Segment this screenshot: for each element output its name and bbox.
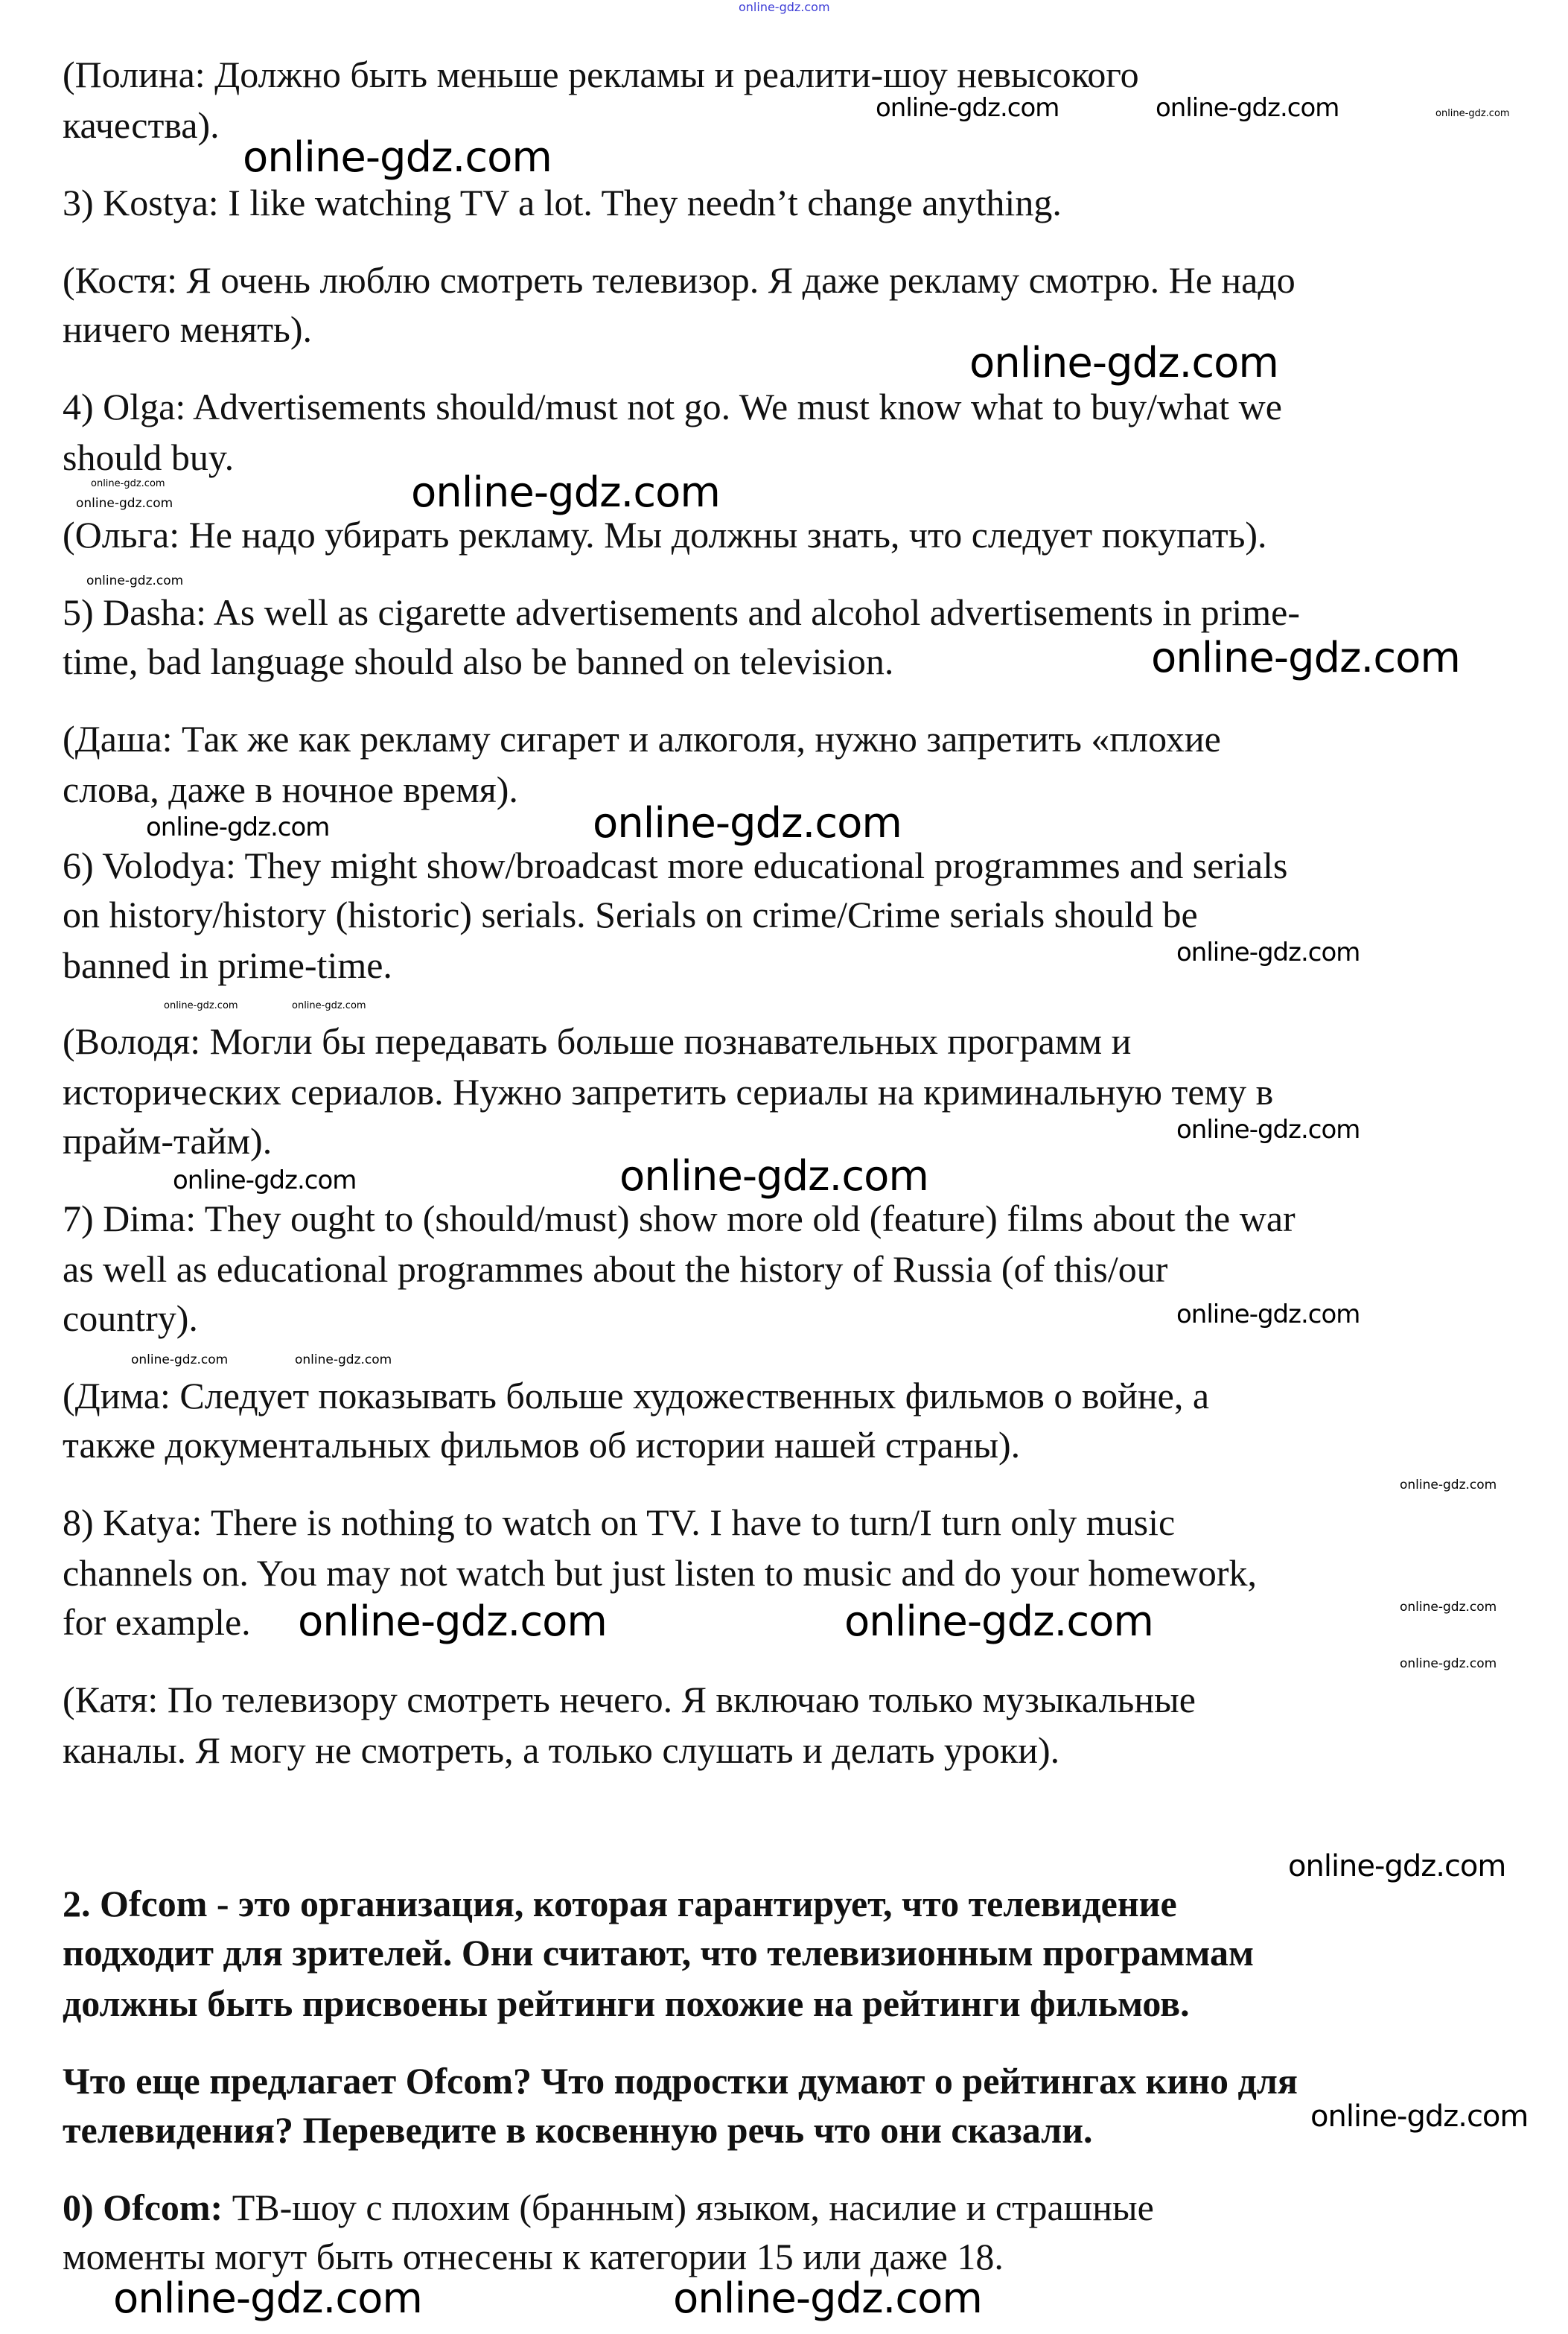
text-line-olga-ru: (Ольга: Не надо убирать рекламу. Мы должны знать, что следует покупать). <box>63 514 1267 556</box>
text-line-katya-en-2: channels on. You may not watch but just listen to music and do your homework, <box>63 1552 1258 1594</box>
text-line-olga-en-1: 4) Olga: Advertisements should/must not go. We must know what to buy/what we <box>63 386 1282 427</box>
watermark: online-gdz.com <box>113 2274 422 2323</box>
text-line-volodya-ru-1: (Володя: Могли бы передавать больше познавательных программ и <box>63 1020 1132 1062</box>
watermark: online-gdz.com <box>1400 1478 1497 1492</box>
answer0-line-2: моменты могут быть отнесены к категории 15 или даже 18. <box>63 2236 1004 2277</box>
watermark: online-gdz.com <box>164 1000 238 1011</box>
watermark: online-gdz.com <box>1176 1300 1360 1329</box>
task2-line-3: должны быть присвоены рейтинги похожие на рейтинги фильмов. <box>63 1982 1190 2024</box>
text-line-dima-ru-1: (Дима: Следует показывать больше художественных фильмов о войне, а <box>63 1375 1210 1416</box>
text-line-volodya-en-2: on history/history (historic) serials. Serials on crime/Crime serials should be <box>63 894 1198 935</box>
watermark: online-gdz.com <box>1310 2099 1529 2134</box>
text-line-dasha-en-1: 5) Dasha: As well as cigarette advertisements and alcohol advertisements in prime- <box>63 591 1300 633</box>
watermark: online-gdz.com <box>91 478 165 489</box>
task2-line-1: 2. Ofcom - это организация, которая гарантирует, что телевидение <box>63 1883 1177 1924</box>
text-line-volodya-en-3: banned in prime-time. <box>63 944 392 986</box>
watermark: online-gdz.com <box>619 1152 928 1201</box>
watermark: online-gdz.com <box>1176 938 1360 967</box>
text-line-kostya-ru-2: ничего менять). <box>63 308 313 350</box>
watermark: online-gdz.com <box>593 799 902 848</box>
text-line-katya-en-1: 8) Katya: There is nothing to watch on TV. I have to turn/I turn only music <box>63 1501 1176 1543</box>
watermark: online-gdz.com <box>1151 634 1460 682</box>
watermark: online-gdz.com <box>295 1352 392 1367</box>
watermark: online-gdz.com <box>86 573 184 588</box>
text-line-polina-1: (Полина: Должно быть меньше рекламы и реалити-шоу невысокого <box>63 54 1139 95</box>
watermark: online-gdz.com <box>243 133 552 182</box>
text-line-dasha-en-2: time, bad language should also be banned on television. <box>63 640 894 682</box>
text-line-kostya-ru-1: (Костя: Я очень люблю смотреть телевизор. Я даже рекламу смотрю. Не надо <box>63 259 1295 301</box>
text-line-kostya-en: 3) Kostya: I like watching TV a lot. They needn’t change anything. <box>63 182 1062 223</box>
watermark: online-gdz.com <box>76 496 173 511</box>
watermark: online-gdz.com <box>146 813 330 842</box>
text-line-volodya-ru-2: исторических сериалов. Нужно запретить сериалы на криминальную тему в <box>63 1071 1274 1113</box>
watermark: online-gdz.com <box>1176 1115 1360 1145</box>
task2-line-5: телевидения? Переведите в косвенную речь что они сказали. <box>63 2109 1093 2151</box>
text-line-dima-ru-2: также документальных фильмов об истории нашей страны). <box>63 1424 1021 1466</box>
answer0-line-1 <box>63 2187 1154 2228</box>
text-line-katya-ru-2: каналы. Я могу не смотреть, а только слушать и делать уроки). <box>63 1729 1060 1771</box>
text-line-dasha-ru-2: слова, даже в ночное время). <box>63 769 518 810</box>
text-line-katya-ru-1: (Катя: По телевизору смотреть нечего. Я включаю только музыкальные <box>63 1679 1196 1720</box>
watermark: online-gdz.com <box>844 1597 1153 1646</box>
text-line-polina-2: качества). <box>63 104 220 146</box>
text-line-dima-en-3: country). <box>63 1297 198 1339</box>
text-line-olga-en-2: should buy. <box>63 436 235 478</box>
text-line-volodya-ru-3: прайм-тайм). <box>63 1120 273 1162</box>
watermark: online-gdz.com <box>1156 93 1339 123</box>
answer0-label: 0) Ofcom: <box>63 2187 223 2228</box>
text-line-volodya-en-1: 6) Volodya: They might show/broadcast more educational programmes and serials <box>63 845 1288 886</box>
watermark: online-gdz.com <box>1400 1600 1497 1615</box>
answer0-text-1: ТВ-шоу с плохим (бранным) языком, насилие и страшные <box>223 2187 1154 2228</box>
watermark: online-gdz.com <box>1288 1849 1506 1883</box>
watermark: online-gdz.com <box>298 1597 607 1646</box>
watermark: online-gdz.com <box>876 93 1059 123</box>
watermark: online-gdz.com <box>673 2274 982 2323</box>
text-line-katya-en-3: for example. <box>63 1601 251 1643</box>
watermark: online-gdz.com <box>131 1352 229 1367</box>
watermark: online-gdz.com <box>292 1000 366 1011</box>
text-line-dima-en-2: as well as educational programmes about the history of Russia (of this/our <box>63 1248 1168 1290</box>
watermark: online-gdz.com <box>969 339 1278 387</box>
watermark: online-gdz.com <box>1435 108 1510 119</box>
watermark: online-gdz.com <box>411 468 720 517</box>
watermark: online-gdz.com <box>1400 1656 1497 1671</box>
text-line-dasha-ru-1: (Даша: Так же как рекламу сигарет и алкоголя, нужно запретить «плохие <box>63 718 1221 760</box>
task2-line-2: подходит для зрителей. Они считают, что телевизионным программам <box>63 1932 1255 1974</box>
watermark: online-gdz.com <box>173 1166 357 1195</box>
header-watermark: online-gdz.com <box>739 0 830 14</box>
text-line-dima-en-1: 7) Dima: They ought to (should/must) show more old (feature) films about the war <box>63 1198 1295 1239</box>
task2-line-4: Что еще предлагает Ofcom? Что подростки думают о рейтингах кино для <box>63 2060 1298 2102</box>
